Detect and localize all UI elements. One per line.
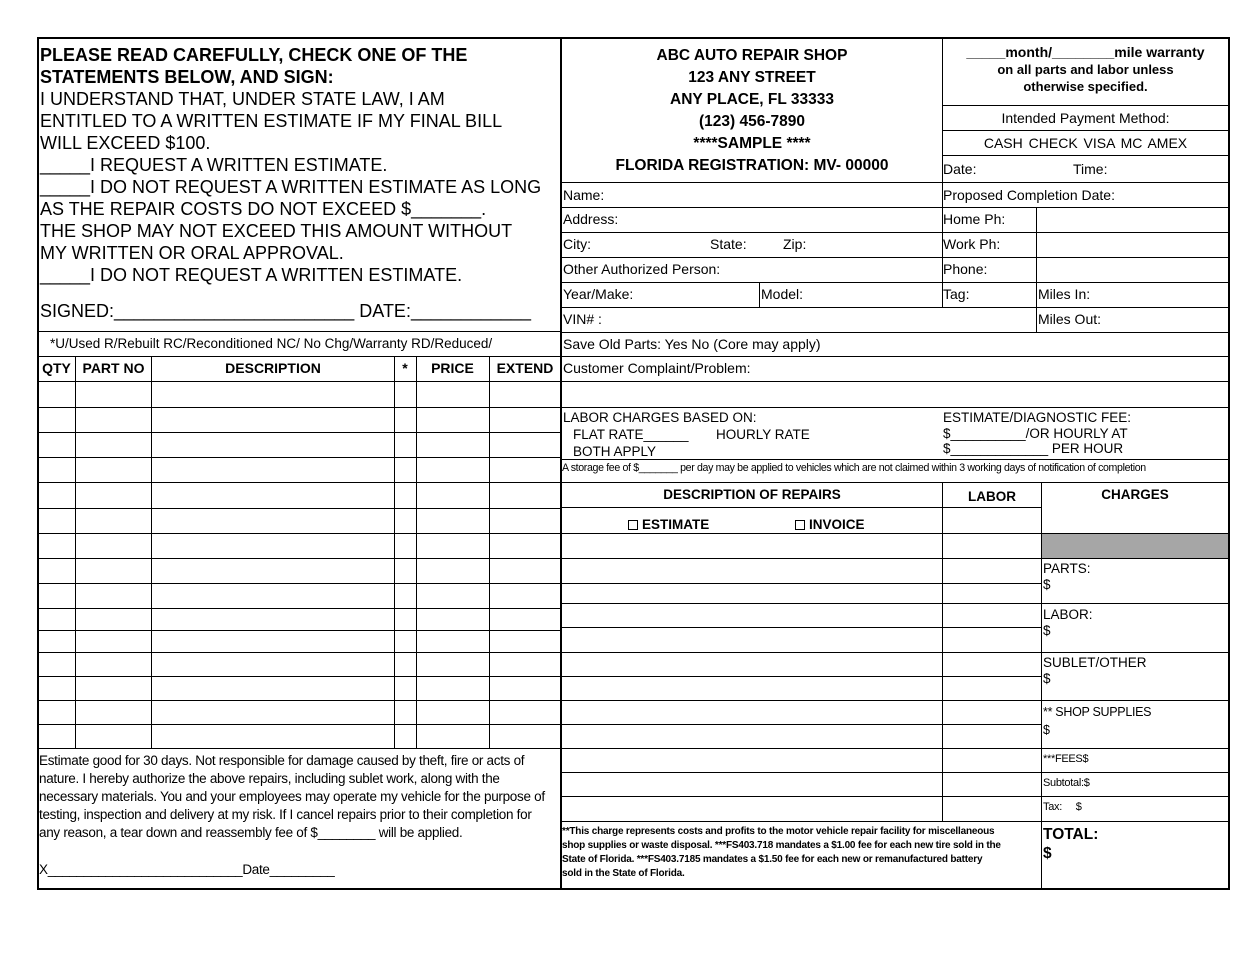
home-phone-field[interactable]: Home Ph: bbox=[943, 211, 1006, 227]
request-estimate-option[interactable]: _____I REQUEST A WRITTEN ESTIMATE. bbox=[40, 155, 388, 175]
both-apply-option[interactable]: BOTH APPLY bbox=[573, 444, 657, 459]
subtotal-field[interactable]: Subtotal:$ bbox=[1043, 777, 1090, 789]
authorization-line-3: necessary materials. You and your employees may operate my vehicle for the purpose of bbox=[39, 789, 545, 804]
work-phone-field[interactable]: Work Ph: bbox=[943, 236, 1001, 252]
charges-header: CHARGES bbox=[1101, 487, 1169, 502]
state-field[interactable]: State: bbox=[710, 236, 747, 252]
proposed-completion-field[interactable]: Proposed Completion Date: bbox=[943, 187, 1115, 203]
diagnostic-title: ESTIMATE/DIAGNOSTIC FEE: bbox=[943, 410, 1132, 425]
invoice-box-icon bbox=[795, 520, 805, 530]
save-old-parts-field[interactable]: Save Old Parts: Yes No (Core may apply) bbox=[563, 336, 821, 352]
disclaimer-line-3: State of Florida. ***FS403.7185 mandates a $1.50 fee for each new or remanufactured battery bbox=[562, 854, 983, 865]
disclaimer-line-4: sold in the State of Florida. bbox=[562, 868, 685, 879]
signature-line[interactable]: SIGNED:________________________ DATE:____________ bbox=[40, 301, 532, 321]
authorization-line-1: Estimate good for 30 days. Not responsible for damage caused by theft, fire or acts of bbox=[39, 753, 525, 768]
labor-header: LABOR bbox=[968, 489, 1016, 504]
other-person-field[interactable]: Other Authorized Person: bbox=[563, 261, 721, 277]
fees-field[interactable]: ***FEES$ bbox=[1043, 753, 1089, 765]
no-estimate-limit-option[interactable]: _____I DO NOT REQUEST A WRITTEN ESTIMATE AS LONG bbox=[40, 177, 542, 197]
florida-registration: FLORIDA REGISTRATION: MV- 00000 bbox=[615, 157, 889, 174]
parts-charge-label: PARTS: bbox=[1043, 561, 1091, 576]
authorization-line-4: testing, inspection and delivery at my risk. If I cancel repairs prior to their completion for bbox=[39, 807, 532, 822]
city-field[interactable]: City: bbox=[563, 236, 591, 252]
storage-fee-note: A storage fee of $_______ per day may be applied to vehicles which are not claimed within 3 working days of notification of completion bbox=[562, 462, 1146, 474]
tag-field[interactable]: Tag: bbox=[943, 286, 970, 302]
miles-in-field[interactable]: Miles In: bbox=[1038, 286, 1091, 302]
date-label[interactable]: Date: bbox=[943, 161, 977, 177]
address-field[interactable]: Address: bbox=[563, 211, 619, 227]
complaint-field[interactable]: Customer Complaint/Problem: bbox=[563, 360, 751, 376]
invoice-checkbox[interactable]: INVOICE bbox=[795, 518, 865, 532]
hourly-rate-option[interactable]: HOURLY RATE bbox=[716, 427, 810, 442]
shop-phone: (123) 456-7890 bbox=[699, 113, 805, 130]
authorization-line-5: any reason, a tear down and reassembly fee of $________ will be applied. bbox=[39, 825, 463, 840]
statement-line-10: MY WRITTEN OR ORAL APPROVAL. bbox=[40, 243, 344, 263]
payment-method-title: Intended Payment Method: bbox=[1001, 110, 1170, 126]
statement-line-5: WILL EXCEED $100. bbox=[40, 133, 211, 153]
frame-bottom bbox=[37, 888, 1230, 890]
frame-top bbox=[37, 37, 1230, 39]
no-estimate-option[interactable]: _____I DO NOT REQUEST A WRITTEN ESTIMATE. bbox=[40, 265, 463, 285]
estimate-box-icon bbox=[628, 520, 638, 530]
statement-line-4: ENTITLED TO A WRITTEN ESTIMATE IF MY FINAL BILL bbox=[40, 111, 503, 131]
labor-charge-value[interactable]: $ bbox=[1043, 623, 1051, 638]
shop-supplies-label: ** SHOP SUPPLIES bbox=[1043, 705, 1152, 719]
warranty-line-2: on all parts and labor unless bbox=[997, 62, 1174, 77]
labor-charge-label: LABOR: bbox=[1043, 607, 1093, 622]
payment-methods[interactable]: CASH CHECK VISA MC AMEX bbox=[983, 135, 1188, 151]
frame-right bbox=[1228, 37, 1230, 890]
total-value[interactable]: $ bbox=[1043, 845, 1052, 862]
zip-field[interactable]: Zip: bbox=[783, 236, 807, 252]
miles-out-field[interactable]: Miles Out: bbox=[1038, 311, 1102, 327]
legend-top-line bbox=[37, 331, 561, 332]
warranty-bottom bbox=[942, 105, 1229, 106]
year-make-field[interactable]: Year/Make: bbox=[563, 286, 634, 302]
warranty-line-3: otherwise specified. bbox=[1023, 79, 1148, 94]
payment-title-bottom bbox=[942, 130, 1229, 131]
disclaimer-line-2: shop supplies or waste disposal. ***FS403.718 mandates a $1.00 fee for each new tire sold in the bbox=[562, 840, 1001, 851]
shop-city: ANY PLACE, FL 33333 bbox=[670, 91, 834, 108]
tax-field[interactable]: Tax: $ bbox=[1043, 801, 1082, 813]
diagnostic-hourly-line[interactable]: $_____________ PER HOUR bbox=[943, 441, 1124, 456]
statement-line-9: THE SHOP MAY NOT EXCEED THIS AMOUNT WITHOUT bbox=[40, 221, 513, 241]
vin-field[interactable]: VIN# : bbox=[563, 311, 602, 327]
col-extend-header: EXTEND bbox=[496, 360, 554, 376]
total-label: TOTAL: bbox=[1043, 826, 1099, 843]
description-of-repairs-header: DESCRIPTION OF REPAIRS bbox=[663, 487, 841, 502]
shop-supplies-value[interactable]: $ bbox=[1043, 723, 1050, 737]
authorization-line-2: nature. I hereby authorize the above repairs, including sublet work, along with the bbox=[39, 771, 500, 786]
authorization-signature[interactable]: X___________________________Date_________ bbox=[39, 862, 335, 877]
statement-heading-2: STATEMENTS BELOW, AND SIGN: bbox=[40, 67, 334, 87]
flat-rate-option[interactable]: FLAT RATE______ bbox=[573, 427, 689, 442]
col-partno-header: PART NO bbox=[82, 360, 145, 376]
labor-charges-title: LABOR CHARGES BASED ON: bbox=[563, 410, 757, 425]
estimate-checkbox[interactable]: ESTIMATE bbox=[628, 518, 709, 532]
statement-heading-1: PLEASE READ CAREFULLY, CHECK ONE OF THE bbox=[40, 45, 468, 65]
warranty-line-1: _____month/________mile warranty bbox=[966, 44, 1205, 60]
model-field[interactable]: Model: bbox=[761, 286, 804, 302]
col-description-header: DESCRIPTION bbox=[225, 360, 321, 376]
shop-name: ABC AUTO REPAIR SHOP bbox=[656, 47, 848, 64]
sublet-charge-value[interactable]: $ bbox=[1043, 671, 1051, 686]
customer-grid-top bbox=[942, 155, 1229, 156]
sample-label: ****SAMPLE **** bbox=[693, 135, 811, 152]
col-price-header: PRICE bbox=[431, 360, 474, 376]
diagnostic-fee-line[interactable]: $__________/OR HOURLY AT bbox=[943, 426, 1128, 441]
phone-field[interactable]: Phone: bbox=[943, 261, 988, 277]
statement-line-8: AS THE REPAIR COSTS DO NOT EXCEED $_______. bbox=[40, 199, 487, 219]
name-field[interactable]: Name: bbox=[563, 187, 605, 203]
shaded-charges-cell bbox=[1042, 534, 1228, 558]
time-label[interactable]: Time: bbox=[1073, 161, 1108, 177]
statement-line-3: I UNDERSTAND THAT, UNDER STATE LAW, I AM bbox=[40, 89, 445, 109]
shop-street: 123 ANY STREET bbox=[688, 69, 816, 86]
disclaimer-line-1: **This charge represents costs and profits to the motor vehicle repair facility for miscellaneous bbox=[562, 826, 995, 837]
parts-legend: *U/Used R/Rebuilt RC/Reconditioned NC/ No Chg/Warranty RD/Reduced/ bbox=[50, 336, 493, 351]
parts-charge-value[interactable]: $ bbox=[1043, 577, 1051, 592]
parts-header-top bbox=[37, 356, 561, 357]
col-type-header: * bbox=[402, 360, 408, 376]
col-qty-header: QTY bbox=[42, 360, 71, 376]
sublet-charge-label: SUBLET/OTHER bbox=[1043, 655, 1147, 670]
